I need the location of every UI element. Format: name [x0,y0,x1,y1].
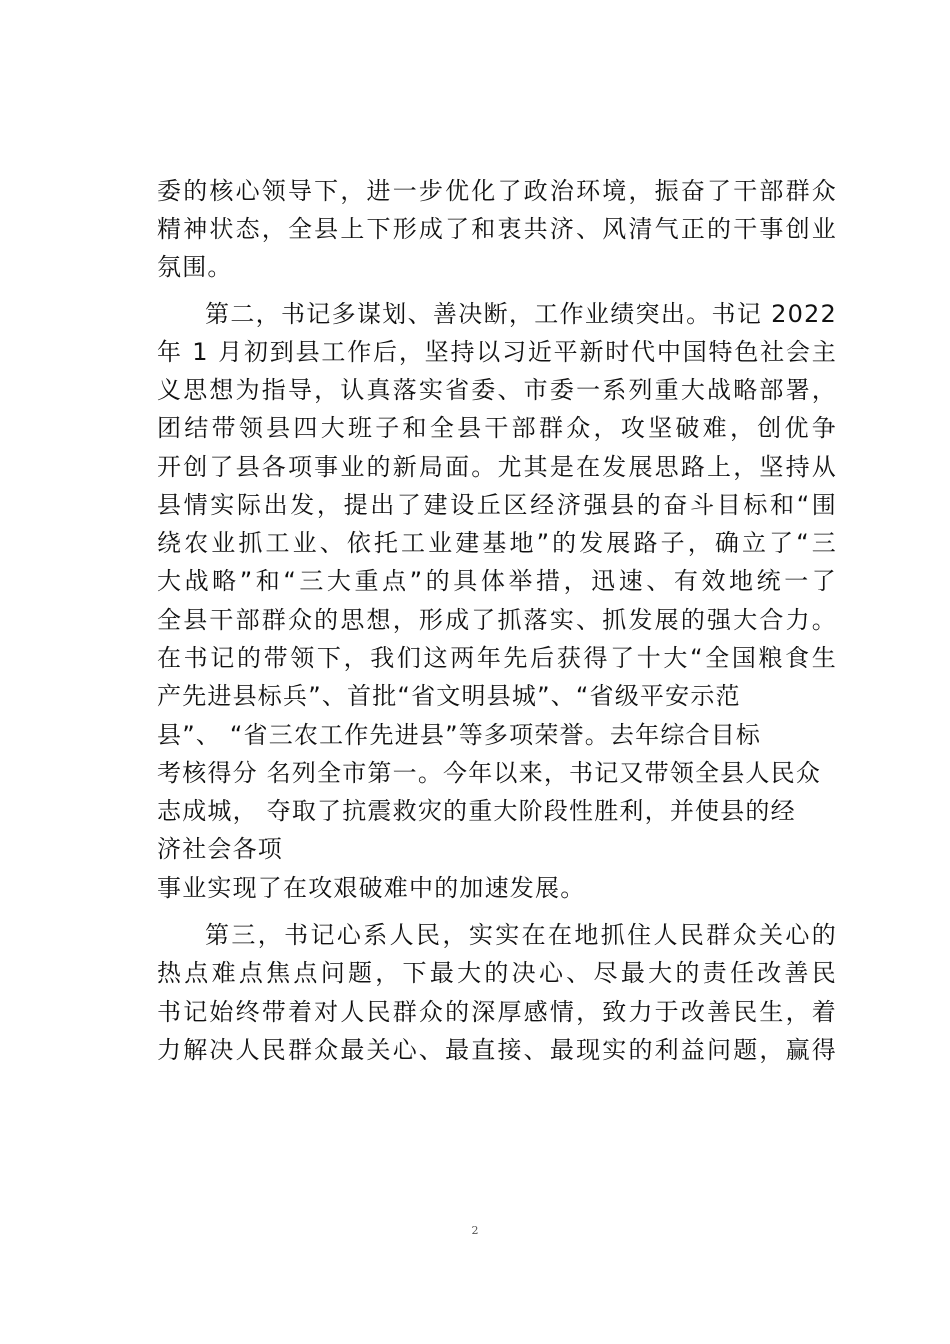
text-line: 力解决人民群众最关心、最直接、最现实的利益问题，赢得 [157,1036,837,1064]
text-line: 县”、 “省三农工作先进县”等多项荣誉。去年综合目标 [157,721,762,749]
text-line: 开创了县各项事业的新局面。尤其是在发展思路上，坚持从 [157,453,837,481]
text-line: 大战略”和“三大重点”的具体举措，迅速、有效地统一了 [157,567,837,595]
text-line: 考核得分 名列全市第一。今年以来，书记又带领全县人民众 [157,759,822,787]
text-line: 精神状态，全县上下形成了和衷共济、风清气正的干事创业 [157,215,837,243]
text-line: 在书记的带领下，我们这两年先后获得了十大“全国粮食生 [157,644,837,672]
text-line: 绕农业抓工业、依托工业建基地”的发展路子，确立了“三 [157,529,837,557]
paragraph-start-line: 第二，书记多谋划、善决断，工作业绩突出。书记 2022 [205,300,837,328]
paragraph-start-line: 第三，书记心系人民，实实在在地抓住人民群众关心的 [205,921,837,949]
text-line: 济社会各项 [157,835,283,863]
text-line: 事业实现了在攻艰破难中的加速发展。 [157,874,586,902]
text-line: 团结带领县四大班子和全县干部群众，攻坚破难，创优争 [157,414,837,442]
text-line: 县情实际出发，提出了建设丘区经济强县的奋斗目标和“围 [157,491,837,519]
text-line: 书记始终带着对人民群众的深厚感情，致力于改善民生，着 [157,998,837,1026]
text-line: 志成城， 夺取了抗震救灾的重大阶段性胜利，并使县的经 [157,797,796,825]
page-number: 2 [471,1224,479,1237]
text-line: 全县干部群众的思想，形成了抓落实、抓发展的强大合力。 [157,606,837,634]
text-line: 委的核心领导下，进一步优化了政治环境，振奋了干部群众 [157,177,837,205]
text-line: 热点难点焦点问题，下最大的决心、尽最大的责任改善民 [157,959,837,987]
text-line: 年 1 月初到县工作后，坚持以习近平新时代中国特色社会主 [157,338,837,366]
text-line: 义思想为指导，认真落实省委、市委一系列重大战略部署， [157,376,837,404]
text-line: 产先进县标兵”、首批“省文明县城”、“省级平安示范 [157,682,741,710]
text-line: 氛围。 [157,253,233,281]
